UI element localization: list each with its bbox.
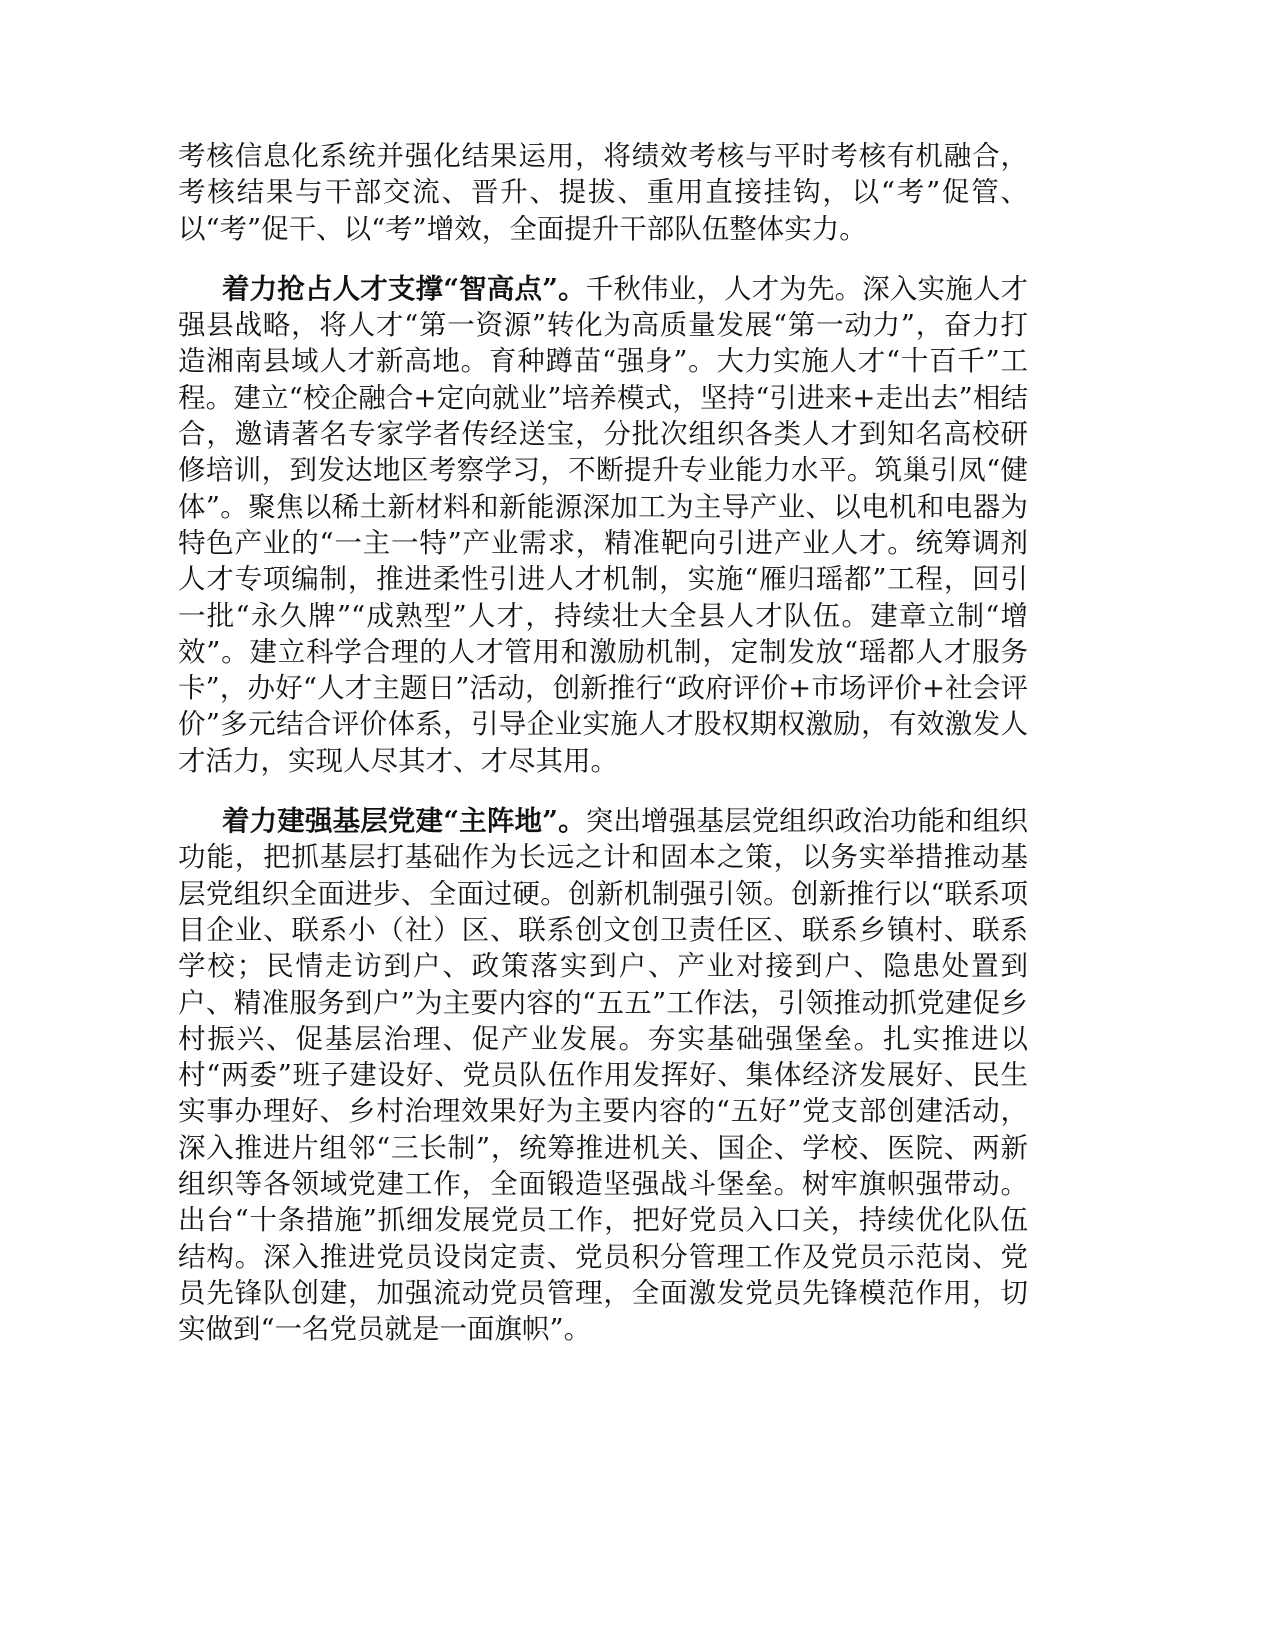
paragraph-2 xyxy=(178,271,1028,779)
paragraph-3-heading: 着力建强基层党建“主阵地”。 xyxy=(222,805,586,838)
paragraph-1 xyxy=(178,138,1028,247)
paragraph-3-text: 突出增强基层党组织政治功能和组织功能，把抓基层打基础作为长远之计和固本之策，以务实举措推动基层党组织全面进步、全面过硬。创新机制强引领。创新推行以“联系项目企业、联系小（社）区、联系创文创卫责任区、联系乡镇村、联系学校；民情走访到户、政策落实到户、产业对接到户、隐患处置到户、精准服务到户”为主要内容的“五五”工作法，引领推动抓党建促乡村振兴、促基层治理、促产业发展。夯实基础强堡垒。扎实推进以村“两委”班子建设好、党员队伍作用发挥好、集体经济发展好、民生实事办理好、乡村治理效果好为主要内容的“五好”党支部创建活动，深入推进片组邻“三长制”，统筹推进机关、国企、学校、医院、两新组织等各领域党建工作，全面锻造坚强战斗堡垒。树牢旗帜强带动。出台“十条措施”抓细发展党员工作，把好党员入口关，持续优化队伍结构。深入推进党员设岗定责、党员积分管理工作及党员示范岗、党员先锋队创建，加强流动党员管理，全面激发党员先锋模范作用，切实做到“一名党员就是一面旗帜”。 xyxy=(178,805,1029,1346)
paragraph-3 xyxy=(178,803,1028,1347)
paragraph-2-heading: 着力抢占人才支撑“智高点”。 xyxy=(222,272,586,305)
document-page xyxy=(178,138,1028,1372)
paragraph-1-text: 考核信息化系统并强化结果运用，将绩效考核与平时考核有机融合，考核结果与干部交流、晋升、提拔、重用直接挂钩，以“考”促管、以“考”促干、以“考”增效，全面提升干部队伍整体实力。 xyxy=(178,140,1028,245)
paragraph-2-text: 千秋伟业，人才为先。深入实施人才强县战略，将人才“第一资源”转化为高质量发展“第一动力”，奋力打造湘南县域人才新高地。育种蹲苗“强身”。大力实施人才“十百千”工程。建立“校企融合+定向就业”培养模式，坚持“引进来+走出去”相结合，邀请著名专家学者传经送宝，分批次组织各类人才到知名高校研修培训，到发达地区考察学习，不断提升专业能力水平。筑巢引凤“健体”。聚焦以稀土新材料和新能源深加工为主导产业、以电机和电器为特色产业的“一主一特”产业需求，精准靶向引进产业人才。统筹调剂人才专项编制，推进柔性引进人才机制，实施“雁归瑶都”工程，回引一批“永久牌”“成熟型”人才，持续壮大全县人才队伍。建章立制“增效”。建立科学合理的人才管用和激励机制，定制发放“瑶都人才服务卡”，办好“人才主题日”活动，创新推行“政府评价+市场评价+社会评价”多元结合评价体系，引导企业实施人才股权期权激励，有效激发人才活力，实现人尽其才、才尽其用。 xyxy=(178,272,1029,777)
